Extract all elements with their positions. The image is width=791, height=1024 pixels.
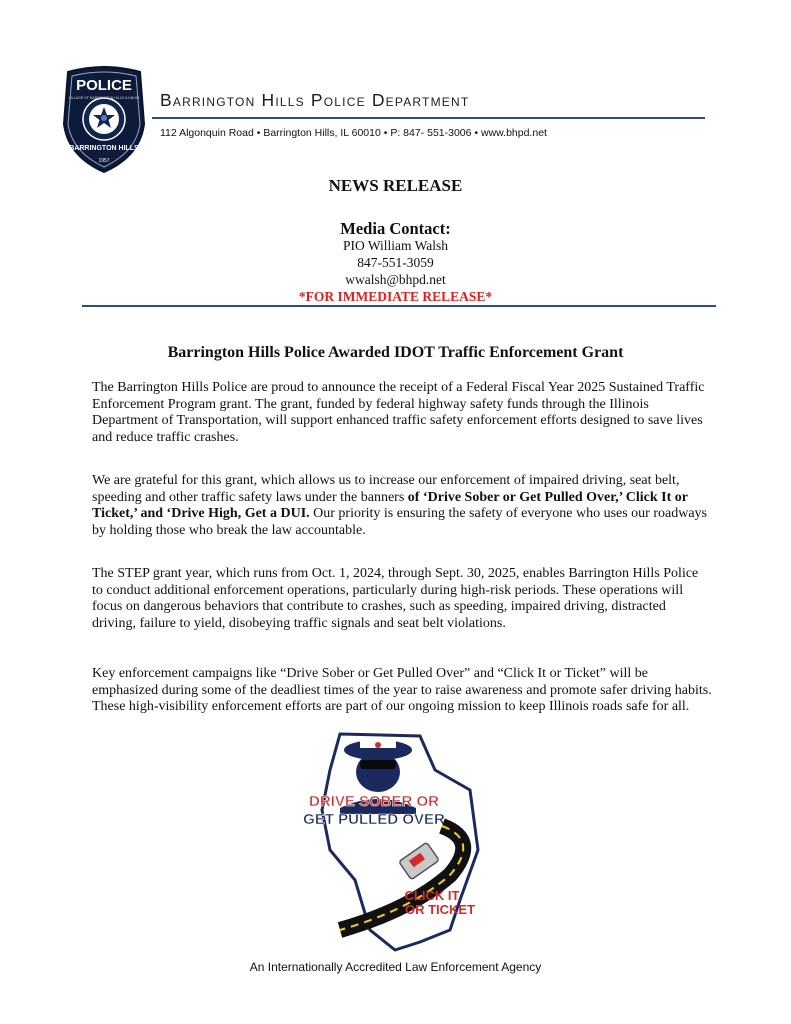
contact-divider [82, 305, 716, 307]
svg-text:CLICK IT: CLICK IT [404, 888, 460, 903]
contact-email: wwalsh@bhpd.net [345, 272, 446, 287]
headline: Barrington Hills Police Awarded IDOT Traffic Enforcement Grant [167, 344, 624, 361]
department-address: 112 Algonquin Road • Barrington Hills, IL 60010 • P: 847- 551-3006 • www.bhpd.net [160, 127, 547, 139]
header-divider [152, 117, 705, 119]
immediate-release-notice: *FOR IMMEDIATE RELEASE* [298, 289, 493, 304]
svg-text:GET PULLED OVER: GET PULLED OVER [303, 811, 445, 828]
campaign-banners: of ‘Drive Sober or Get Pulled Over,’ Click It or Ticket,’ and ‘Drive High, Get a DUI. [92, 489, 688, 522]
svg-text:OR TICKET: OR TICKET [404, 902, 476, 917]
department-name: Barrington Hills Police Department [160, 90, 470, 110]
paragraph-3: The STEP grant year, which runs from Oct. 1, 2024, through Sept. 30, 2025, enables Barrington Hills Police to conduct additional enforcement operations, particularly during high-risk periods. These operations will focus on dangerous behaviors that contribute to crashes, such as speeding, impaired driving, distracted driving, failure to yield, disobeying traffic signals and seat belt violations. [92, 566, 699, 631]
paragraph-2 [92, 473, 712, 539]
paragraph-4: Key enforcement campaigns like “Drive Sober or Get Pulled Over” and “Click It or Ticket” will be emphasized during some of the deadliest times of the year to raise awareness and promote safer driving habits. These high-visibility enforcement efforts are part of our ongoing mission to keep Illinois roads safe for all. [92, 666, 712, 715]
campaign-logo [300, 730, 495, 952]
news-release-label: NEWS RELEASE [328, 176, 463, 195]
contact-phone: 847-551-3059 [357, 255, 434, 270]
paragraph-2-intro: We are grateful for this grant, which allows us to increase our enforcement of impaired driving, seat belt, speeding and other traffic safety laws under the banners [92, 473, 680, 505]
svg-text:VILLAGE OF BARRINGTON HILLS IL: VILLAGE OF BARRINGTON HILLS ILLINOIS [68, 96, 140, 100]
paragraph-2-outro: Our priority is ensuring the safety of everyone who uses our roadways by holding those who break the law accountable. [92, 506, 707, 538]
svg-text:BARRINGTON HILLS: BARRINGTON HILLS [69, 145, 139, 152]
police-badge-logo [60, 64, 148, 174]
svg-text:1957: 1957 [98, 158, 110, 164]
footer-accreditation: An Internationally Accredited Law Enforcement Agency [249, 960, 542, 974]
contact-name: PIO William Walsh [342, 238, 449, 253]
svg-text:POLICE: POLICE [76, 77, 132, 94]
paragraph-1: The Barrington Hills Police are proud to announce the receipt of a Federal Fiscal Year 2025 Sustained Traffic Enforcement Program grant. The grant, funded by federal highway safety funds through the Illinois Department of Transportation, will support enhanced traffic safety enforcement efforts designed to save lives and reduce traffic crashes. [92, 380, 705, 445]
media-contact-label: Media Contact: [340, 219, 451, 238]
svg-text:DRIVE SOBER OR: DRIVE SOBER OR [308, 793, 440, 810]
